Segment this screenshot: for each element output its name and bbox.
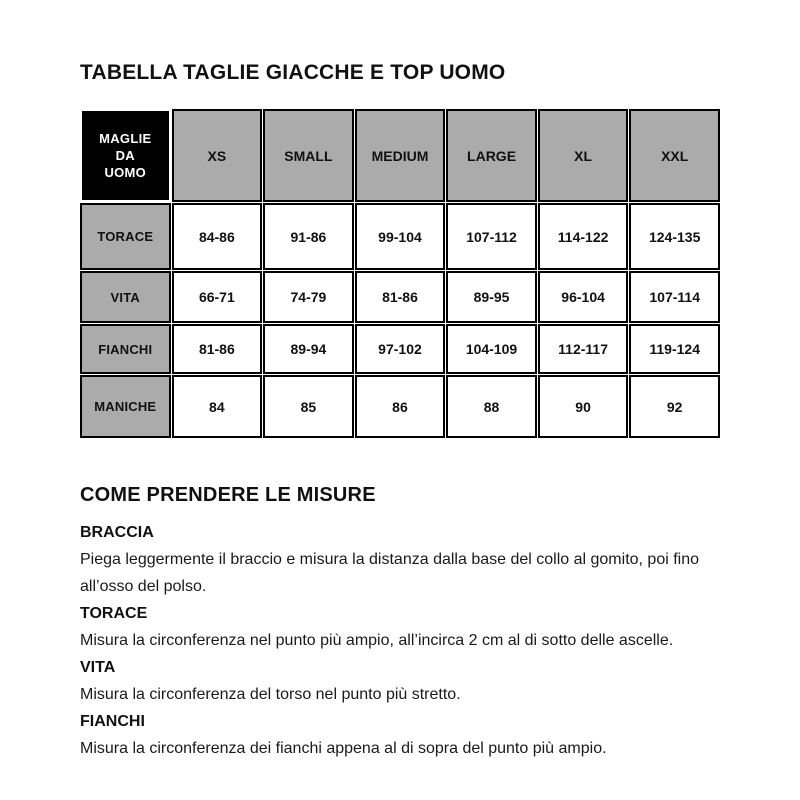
size-table-corner-cell — [80, 109, 171, 202]
measure-text-torace: Misura la circonferenza nel punto più ampio, all’incirca 2 cm al di sotto delle ascelle. — [80, 632, 674, 649]
row-label-fianchi: FIANCHI — [80, 324, 171, 374]
column-header-xxl: XXL — [629, 109, 720, 202]
size-table-header-row — [80, 109, 720, 202]
measure-section-fianchi — [80, 708, 720, 762]
measure-guide-title: COME PRENDERE LE MISURE — [80, 484, 376, 506]
cell-torace-xxl: 124-135 — [629, 203, 720, 270]
cell-maniche-medium: 86 — [355, 375, 446, 438]
page-title: TABELLA TAGLIE GIACCHE E TOP UOMO — [80, 61, 506, 84]
column-header-medium: MEDIUM — [355, 109, 446, 202]
cell-torace-small: 91-86 — [263, 203, 354, 270]
cell-vita-xl: 96-104 — [538, 271, 629, 323]
measure-text-braccia: Piega leggermente il braccio e misura la distanza dalla base del collo al gomito, poi fino all’osso del polso. — [80, 551, 700, 595]
row-label-torace: TORACE — [80, 203, 171, 270]
measure-section-braccia — [80, 519, 720, 600]
cell-torace-large: 107-112 — [446, 203, 537, 270]
cell-vita-xxl: 107-114 — [629, 271, 720, 323]
measure-section-vita — [80, 654, 720, 708]
row-label-vita: VITA — [80, 271, 171, 323]
corner-line-3: UOMO — [104, 165, 147, 180]
measure-text-vita: Misura la circonferenza del torso nel punto più stretto. — [80, 686, 461, 703]
corner-line-2: DA — [115, 148, 135, 163]
size-table — [79, 108, 721, 439]
cell-vita-large: 89-95 — [446, 271, 537, 323]
cell-vita-xs: 66-71 — [172, 271, 263, 323]
cell-fianchi-xl: 112-117 — [538, 324, 629, 374]
column-header-large: LARGE — [446, 109, 537, 202]
cell-fianchi-medium: 97-102 — [355, 324, 446, 374]
corner-line-1: MAGLIE — [99, 131, 152, 146]
measure-heading-braccia: BRACCIA — [80, 524, 154, 541]
cell-torace-xs: 84-86 — [172, 203, 263, 270]
cell-maniche-xxl: 92 — [629, 375, 720, 438]
column-header-small: SMALL — [263, 109, 354, 202]
measure-section-torace — [80, 600, 720, 654]
cell-fianchi-xxl: 119-124 — [629, 324, 720, 374]
measure-text-fianchi: Misura la circonferenza dei fianchi appena al di sopra del punto più ampio. — [80, 740, 607, 757]
cell-maniche-xl: 90 — [538, 375, 629, 438]
table-row-torace — [80, 203, 720, 270]
cell-maniche-xs: 84 — [172, 375, 263, 438]
measure-heading-fianchi: FIANCHI — [80, 713, 145, 730]
cell-vita-medium: 81-86 — [355, 271, 446, 323]
measure-heading-vita: VITA — [80, 659, 116, 676]
column-header-xl: XL — [538, 109, 629, 202]
cell-torace-medium: 99-104 — [355, 203, 446, 270]
table-row-vita — [80, 271, 720, 323]
measure-heading-torace: TORACE — [80, 605, 148, 622]
table-row-maniche — [80, 375, 720, 438]
cell-vita-small: 74-79 — [263, 271, 354, 323]
table-row-fianchi — [80, 324, 720, 374]
cell-maniche-small: 85 — [263, 375, 354, 438]
cell-fianchi-small: 89-94 — [263, 324, 354, 374]
cell-fianchi-large: 104-109 — [446, 324, 537, 374]
cell-fianchi-xs: 81-86 — [172, 324, 263, 374]
cell-torace-xl: 114-122 — [538, 203, 629, 270]
row-label-maniche: MANICHE — [80, 375, 171, 438]
cell-maniche-large: 88 — [446, 375, 537, 438]
column-header-xs: XS — [172, 109, 263, 202]
